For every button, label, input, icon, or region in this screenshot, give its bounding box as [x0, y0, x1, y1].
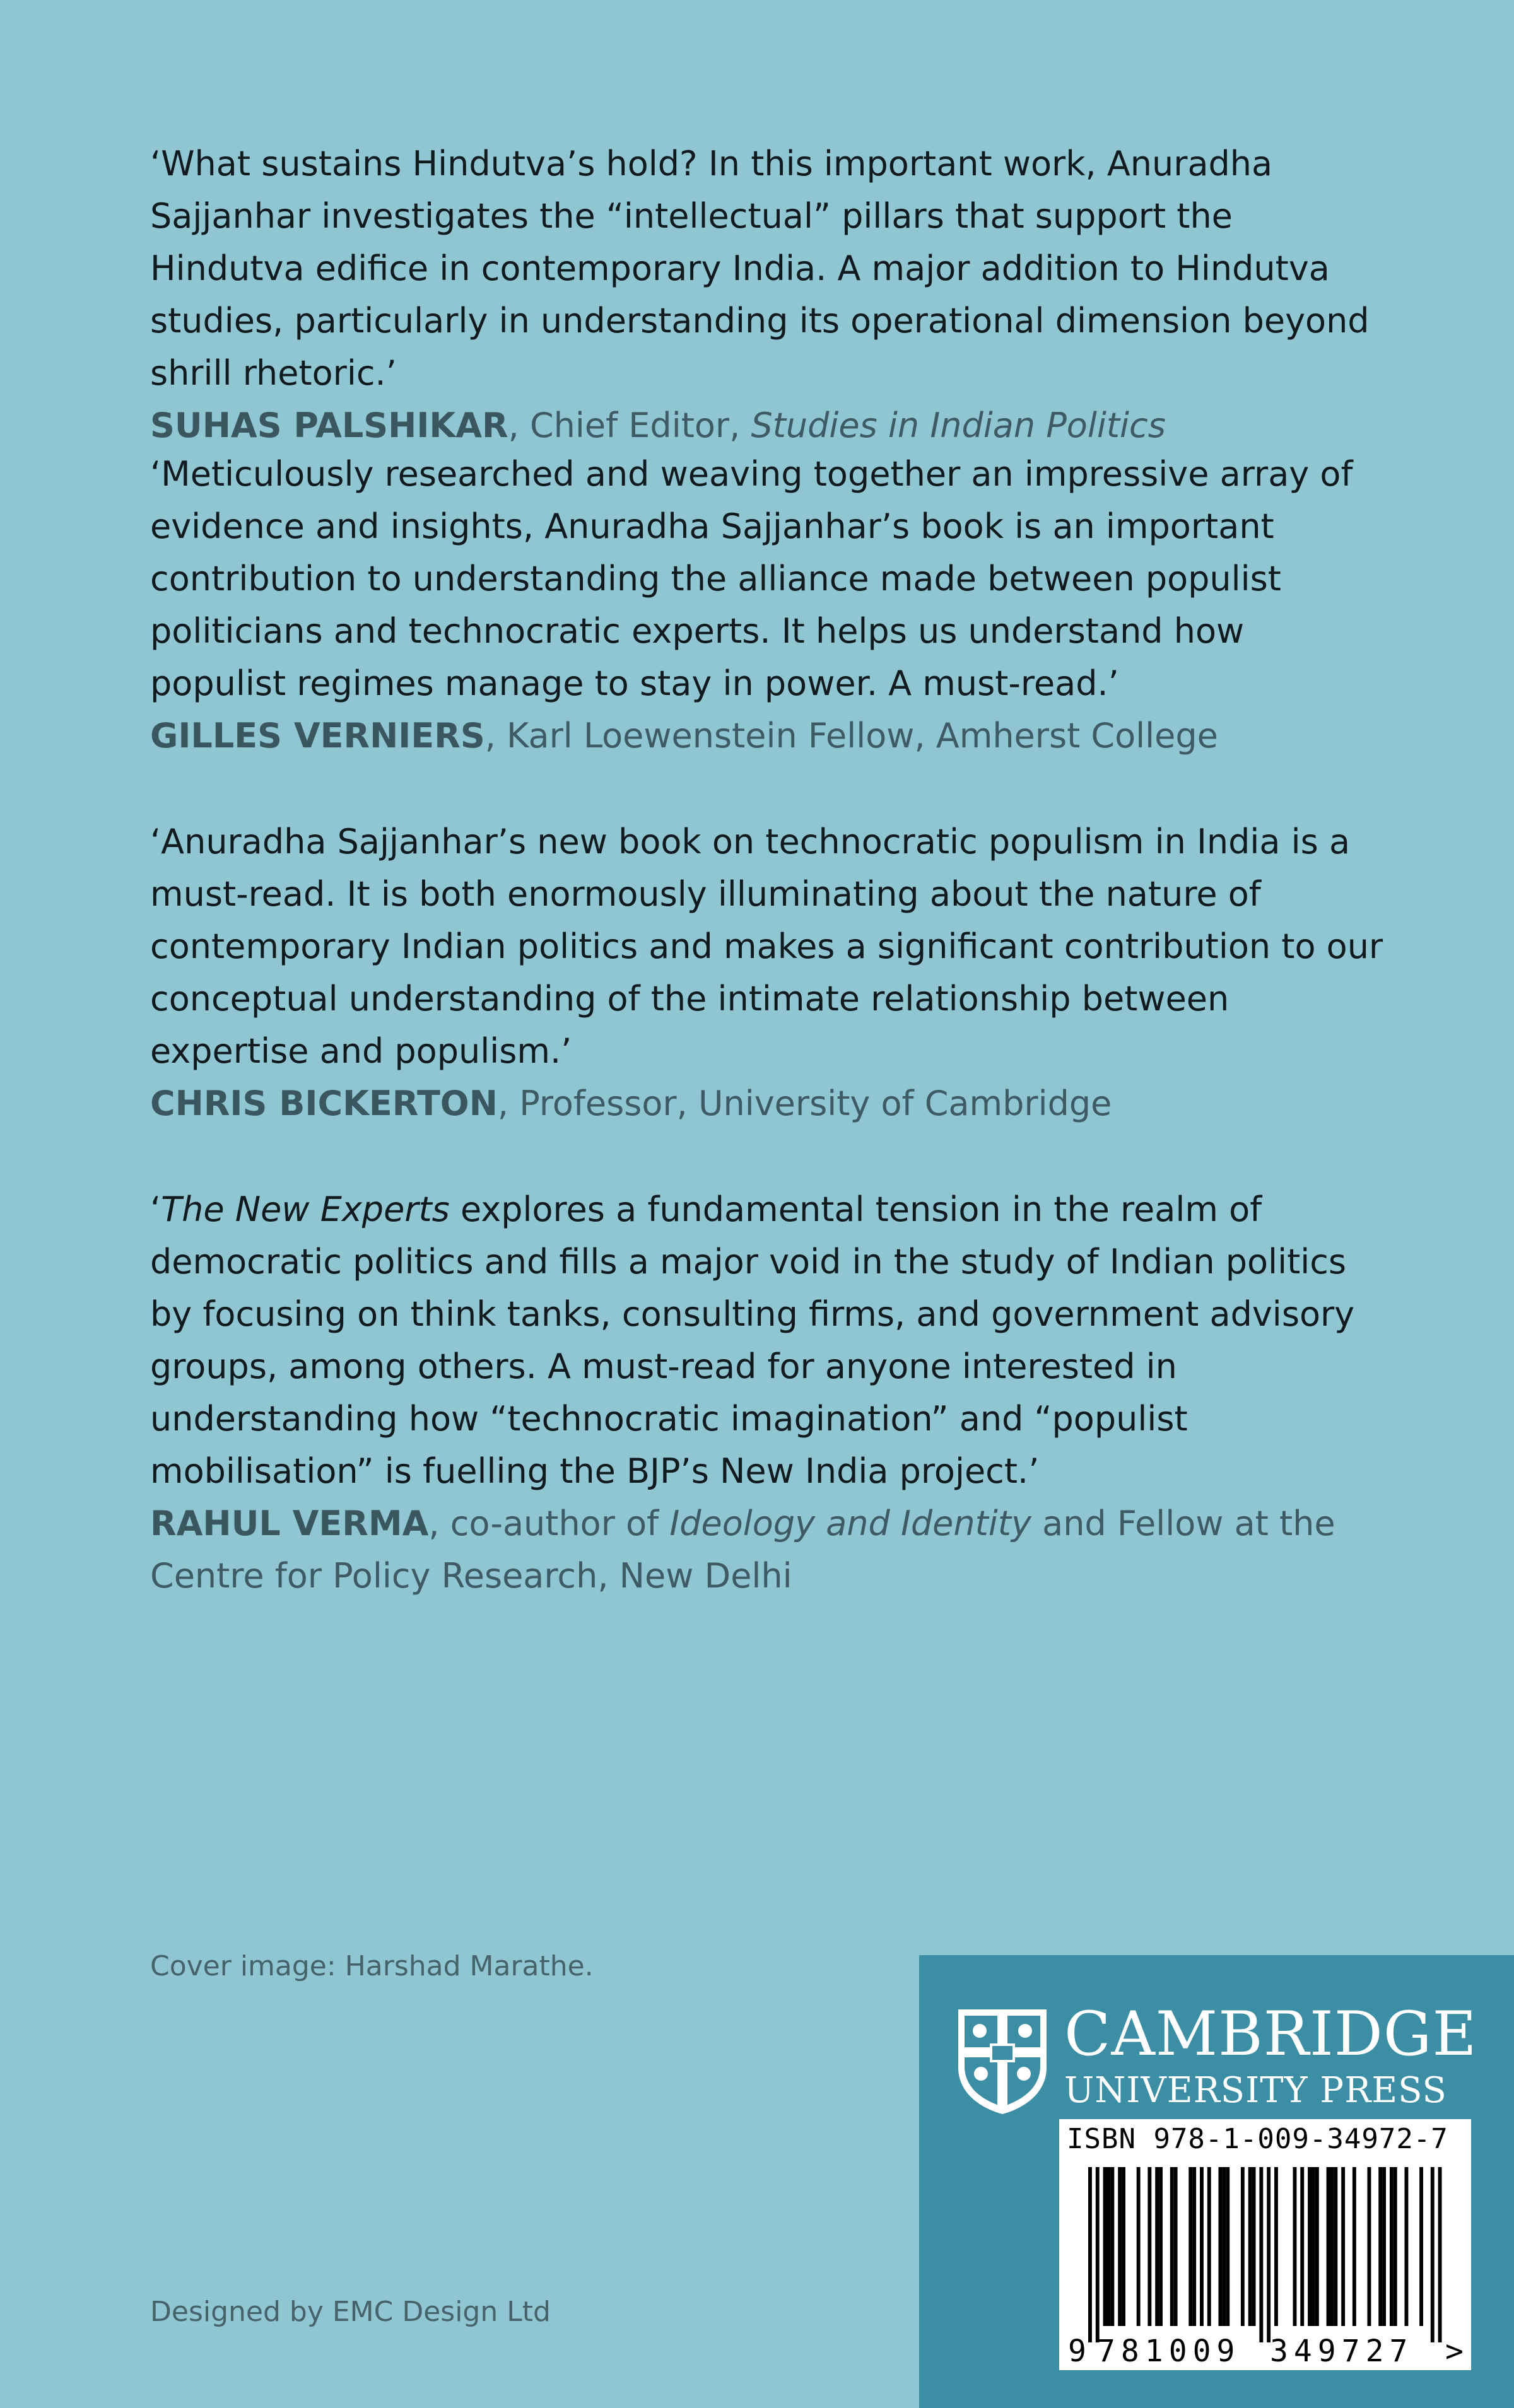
- barcode-bar: [1274, 2167, 1278, 2326]
- barcode-bar: [1378, 2167, 1382, 2326]
- endorser-name: CHRIS BICKERTON: [150, 1084, 498, 1123]
- quote-attribution: [150, 1497, 1387, 1602]
- barcode-bar: [1300, 2167, 1304, 2326]
- barcode-digits-right: 349727: [1270, 2334, 1414, 2369]
- barcode-bar: [1103, 2167, 1107, 2326]
- barcode-digit-first: 9: [1068, 2334, 1086, 2369]
- barcode-bar: [1259, 2167, 1263, 2342]
- cambridge-shield-icon: [956, 2007, 1049, 2115]
- barcode-bar: [1174, 2167, 1178, 2326]
- quote-attribution: [150, 399, 1387, 452]
- barcode-bar: [1368, 2167, 1371, 2326]
- endorsement-quote-4: [150, 1183, 1387, 1602]
- isbn-barcode: [1059, 2119, 1471, 2370]
- isbn-label: ISBN 978-1-009-34972-7: [1067, 2123, 1448, 2155]
- barcode-bar: [1293, 2167, 1297, 2326]
- publisher-name-line1: CAMBRIDGE: [1064, 1999, 1477, 2069]
- endorser-name: SUHAS PALSHIKAR: [150, 406, 508, 445]
- barcode-bar: [1248, 2167, 1252, 2326]
- endorser-publication: Studies in Indian Politics: [751, 406, 1166, 445]
- barcode-bar: [1382, 2167, 1386, 2326]
- quote-text: ‘Anuradha Sajjanhar’s new book on technocratic populism in India is a must-read. It is both enormously illuminating about the nature of contemporary Indian politics and makes a significant contribution to our conceptual understanding of the intimate relationship between expertise and populism.’: [150, 822, 1383, 1071]
- endorser-name: GILLES VERNIERS: [150, 716, 485, 756]
- quote-body: explores a fundamental tension in the realm of democratic politics and fills a major void in the study of Indian politics by focusing on think tanks, consulting firms, and government advisory groups, among others. A must-read for anyone interested in understanding how “technocratic imagination” and “populist mobilisation” is fuelling the BJP’s New India project.’: [150, 1189, 1355, 1491]
- barcode-bar: [1192, 2167, 1196, 2326]
- endorser-role-prefix: , co-author of: [428, 1504, 670, 1543]
- endorser-role: , Professor, University of Cambridge: [497, 1084, 1112, 1123]
- barcode-bar: [1330, 2167, 1334, 2326]
- cover-image-credit: Cover image: Harshad Marathe.: [150, 1950, 594, 1982]
- quote-text: ‘Meticulously researched and weaving together an impressive array of evidence and insights, Anuradha Sajjanhar’s book is an important contribution to understanding the alliance made between populist politicians and technocratic experts. It helps us understand how populist regimes manage to stay in power. A must-read.’: [150, 454, 1353, 703]
- barcode-bars: [1059, 2119, 1471, 2370]
- barcode-quiet-zone-mark: >: [1445, 2334, 1464, 2369]
- barcode-bar: [1334, 2167, 1337, 2326]
- barcode-bar: [1110, 2167, 1114, 2326]
- barcode-bar: [1241, 2167, 1245, 2326]
- barcode-bar: [1159, 2167, 1163, 2326]
- barcode-bar: [1327, 2167, 1330, 2326]
- endorser-role: , Chief Editor,: [508, 406, 751, 445]
- barcode-bar: [1107, 2167, 1111, 2326]
- quote-text: [150, 1183, 1387, 1497]
- barcode-bar: [1394, 2167, 1397, 2326]
- barcode-bar: [1438, 2167, 1442, 2342]
- barcode-bar: [1315, 2167, 1319, 2326]
- barcode-bar: [1155, 2167, 1159, 2326]
- design-credit: Designed by EMC Design Ltd: [150, 2296, 551, 2328]
- barcode-bar: [1118, 2167, 1122, 2326]
- barcode-bar-group: [1088, 2167, 1442, 2342]
- endorser-role: , Karl Loewenstein Fellow, Amherst College: [484, 716, 1218, 756]
- quote-attribution: [150, 1077, 1387, 1130]
- barcode-bar: [1390, 2167, 1394, 2326]
- barcode-bar: [1353, 2167, 1356, 2326]
- barcode-bar: [1222, 2167, 1226, 2326]
- quote-open-mark: ‘: [150, 1189, 161, 1229]
- endorsement-quote-3: [150, 815, 1387, 1130]
- barcode-bar: [1207, 2167, 1211, 2326]
- publisher-panel: [919, 1955, 1514, 2408]
- barcode-bar: [1226, 2167, 1229, 2326]
- endorsement-quote-2: [150, 448, 1387, 762]
- endorser-book-title: Ideology and Identity: [669, 1504, 1031, 1543]
- barcode-bar: [1252, 2167, 1256, 2326]
- barcode-bar: [1147, 2167, 1151, 2326]
- barcode-bar: [1088, 2167, 1092, 2342]
- barcode-bar: [1267, 2167, 1270, 2342]
- quote-text: ‘What sustains Hindutva’s hold? In this important work, Anuradha Sajjanhar investigates the “intellectual” pillars that support the Hindutva edifice in contemporary India. A major addition to Hindutva studies, particularly in understanding its operational dimension beyond shrill rhetoric.’: [150, 144, 1370, 393]
- barcode-bar: [1341, 2167, 1345, 2326]
- barcode-bar: [1137, 2167, 1141, 2326]
- barcode-bar: [1096, 2167, 1100, 2342]
- publisher-name-line2: UNIVERSITY PRESS: [1064, 2070, 1447, 2111]
- barcode-digits-left: 781009: [1097, 2334, 1241, 2369]
- publisher-wordmark: [1064, 1999, 1477, 2113]
- barcode-bar: [1312, 2167, 1315, 2326]
- barcode-bar: [1419, 2167, 1423, 2326]
- barcode-bar: [1122, 2167, 1125, 2326]
- barcode-bar: [1431, 2167, 1435, 2342]
- barcode-bar: [1170, 2167, 1174, 2326]
- quote-attribution: [150, 710, 1387, 762]
- barcode-bar: [1405, 2167, 1409, 2326]
- barcode-bar: [1188, 2167, 1192, 2326]
- barcode-bar: [1308, 2167, 1312, 2326]
- book-title-reference: The New Experts: [161, 1189, 450, 1229]
- endorser-role-suffix: and Fellow at the Centre for Policy Research, New Delhi: [150, 1504, 1335, 1596]
- endorsement-quote-1: [150, 137, 1387, 452]
- barcode-bar: [1200, 2167, 1204, 2326]
- endorser-name: RAHUL VERMA: [150, 1504, 429, 1543]
- barcode-bar: [1219, 2167, 1223, 2326]
